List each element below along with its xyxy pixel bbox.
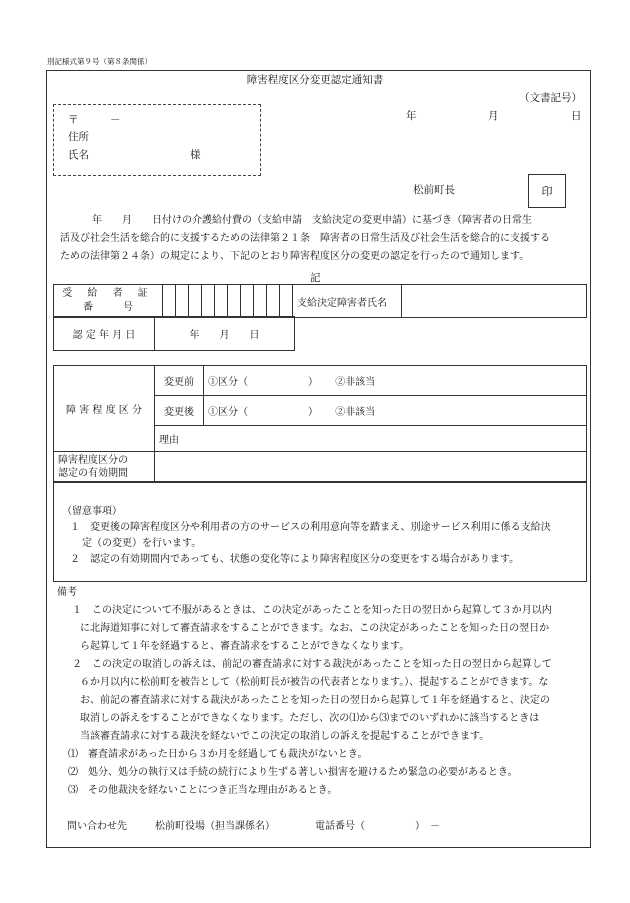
name-label: 氏名 xyxy=(68,149,89,161)
document-number: （文書記号） xyxy=(519,92,582,104)
date-year: 年 xyxy=(406,110,417,122)
contact-office: 松前町役場（担当課係名） xyxy=(155,821,275,832)
document-title: 障害程度区分変更認定通知書 xyxy=(246,74,384,86)
before-option-class[interactable]: ①区分（ ） xyxy=(208,377,318,388)
cert-digit-cell[interactable] xyxy=(280,285,293,318)
after-option-class[interactable]: ①区分（ ） xyxy=(208,407,318,418)
cert-digit-cell[interactable] xyxy=(267,285,280,318)
remark-sub-item-2: ⑵ 処分、処分の執行又は手続の続行により生ずる著しい損害を避けるため緊急の必要があるとき。 xyxy=(68,767,518,778)
ki-marker: 記 xyxy=(310,272,321,284)
cert-digit-cell[interactable] xyxy=(254,285,267,318)
note-item-1: １ 変更後の障害程度区分や利用者の方のサービスの利用意向等を踏まえ、別途サービス利用に係る支給決 xyxy=(70,522,551,533)
before-change-label: 変更前 xyxy=(155,366,204,396)
certification-date-table xyxy=(53,316,295,351)
before-change-options[interactable] xyxy=(204,366,587,396)
cert-digit-cell[interactable] xyxy=(189,285,202,318)
cert-number-label: 受 給 者 証 番 号 xyxy=(54,285,163,318)
date-month: 月 xyxy=(488,110,499,122)
after-change-label: 変更後 xyxy=(155,396,204,426)
holder-name-value[interactable] xyxy=(402,285,587,318)
remark-line-3: ら起算して１年を経過すると、審査請求をすることができなくなります。 xyxy=(80,641,410,652)
intro-line-1: 年 月 日付けの介護給付費の（支給申請 支給決定の変更申請）に基づき（障害者の日常生 xyxy=(92,215,532,226)
cert-digit-cell[interactable] xyxy=(163,285,176,318)
cert-digit-cell[interactable] xyxy=(176,285,189,318)
note-item-1-cont: 定（の変更）を行います。 xyxy=(82,538,202,549)
remark-line-2: に北海道知事に対して審査請求をすることができます。なお、この決定があったことを知った日の翌日か xyxy=(80,623,550,634)
notes-heading: （留意事項） xyxy=(62,506,122,517)
disability-level-label: 障 害 程 度 区 分 xyxy=(54,366,155,452)
remark-line-4: ２ この決定の取消しの訴えは、前記の審査請求に対する裁決があったことを知った日の翌日から起算して xyxy=(72,659,552,670)
cert-digit-cell[interactable] xyxy=(215,285,228,318)
note-item-2: ２ 認定の有効期間内であっても、状態の変化等により障害程度区分の変更をする場合があります。 xyxy=(70,554,520,565)
holder-name-label: 支給決定障害者氏名 xyxy=(293,285,402,318)
certification-date-label: 認 定 年 月 日 xyxy=(54,317,155,351)
remark-sub-item-3: ⑶ その他裁決を経ないことにつき正当な理由があるとき。 xyxy=(68,785,338,796)
recipient-table xyxy=(53,284,587,318)
after-option-none[interactable]: ②非該当 xyxy=(335,407,376,418)
reason-field[interactable] xyxy=(155,426,587,452)
remark-line-6: お、前記の審査請求に対する裁決があったことを知った日の翌日から起算して１年を経過すると、決定の xyxy=(80,695,550,706)
remarks-heading: 備考 xyxy=(57,587,77,598)
after-change-options[interactable] xyxy=(204,396,587,426)
remark-sub-item-1: ⑴ 審査請求があった日から３か月を経過しても裁決がないとき。 xyxy=(68,749,368,760)
issuer-name: 松前町長 xyxy=(413,184,455,196)
seal-stamp: 印 xyxy=(528,174,566,208)
contact-label: 問い合わせ先 xyxy=(67,821,127,832)
cert-digit-cell[interactable] xyxy=(202,285,215,318)
address-label: 住所 xyxy=(68,131,89,143)
honorific: 様 xyxy=(190,149,201,161)
validity-period-value[interactable] xyxy=(155,452,587,482)
cert-digit-cell[interactable] xyxy=(228,285,241,318)
notes-box xyxy=(53,482,587,582)
date-day: 日 xyxy=(571,110,582,122)
remark-line-7: 取消しの訴えをすることができなくなります。ただし、次の⑴から⑶までのいずれかに該当するときは xyxy=(80,713,540,724)
reason-label: 理由 xyxy=(159,435,179,446)
validity-period-label: 障害程度区分の 認定の有効期間 xyxy=(54,452,155,482)
recipient-address-box xyxy=(53,104,261,176)
disability-level-table xyxy=(53,365,587,482)
cert-digit-cell[interactable] xyxy=(241,285,254,318)
remark-line-1: １ この決定について不服があるときは、この決定があったことを知った日の翌日から起算して３か月以内 xyxy=(72,605,552,616)
contact-phone: 電話番号（ ） － xyxy=(315,821,440,832)
intro-line-2: 活及び社会生活を総合的に支援するための法律第２１条 障害者の日常生活及び社会生活を総合的に支援する xyxy=(60,233,550,244)
remark-line-5: ６か月以内に松前町を被告として（松前町長が被告の代表者となります。）、提起することができます。な xyxy=(80,677,549,688)
certification-date-value[interactable]: 年 月 日 xyxy=(155,317,295,351)
before-option-none[interactable]: ②非該当 xyxy=(335,377,376,388)
remark-line-8: 当該審査請求に対する裁決を経ないでこの決定の取消しの訴えを提起することができます。 xyxy=(80,731,490,742)
postal-code: 〒 － xyxy=(68,114,121,126)
form-reference: 別記様式第９号（第８条関係） xyxy=(47,57,152,66)
intro-line-3: ための法律第２４条）の規定により、下記のとおり障害程度区分の変更の認定を行ったので通知します。 xyxy=(60,251,530,262)
